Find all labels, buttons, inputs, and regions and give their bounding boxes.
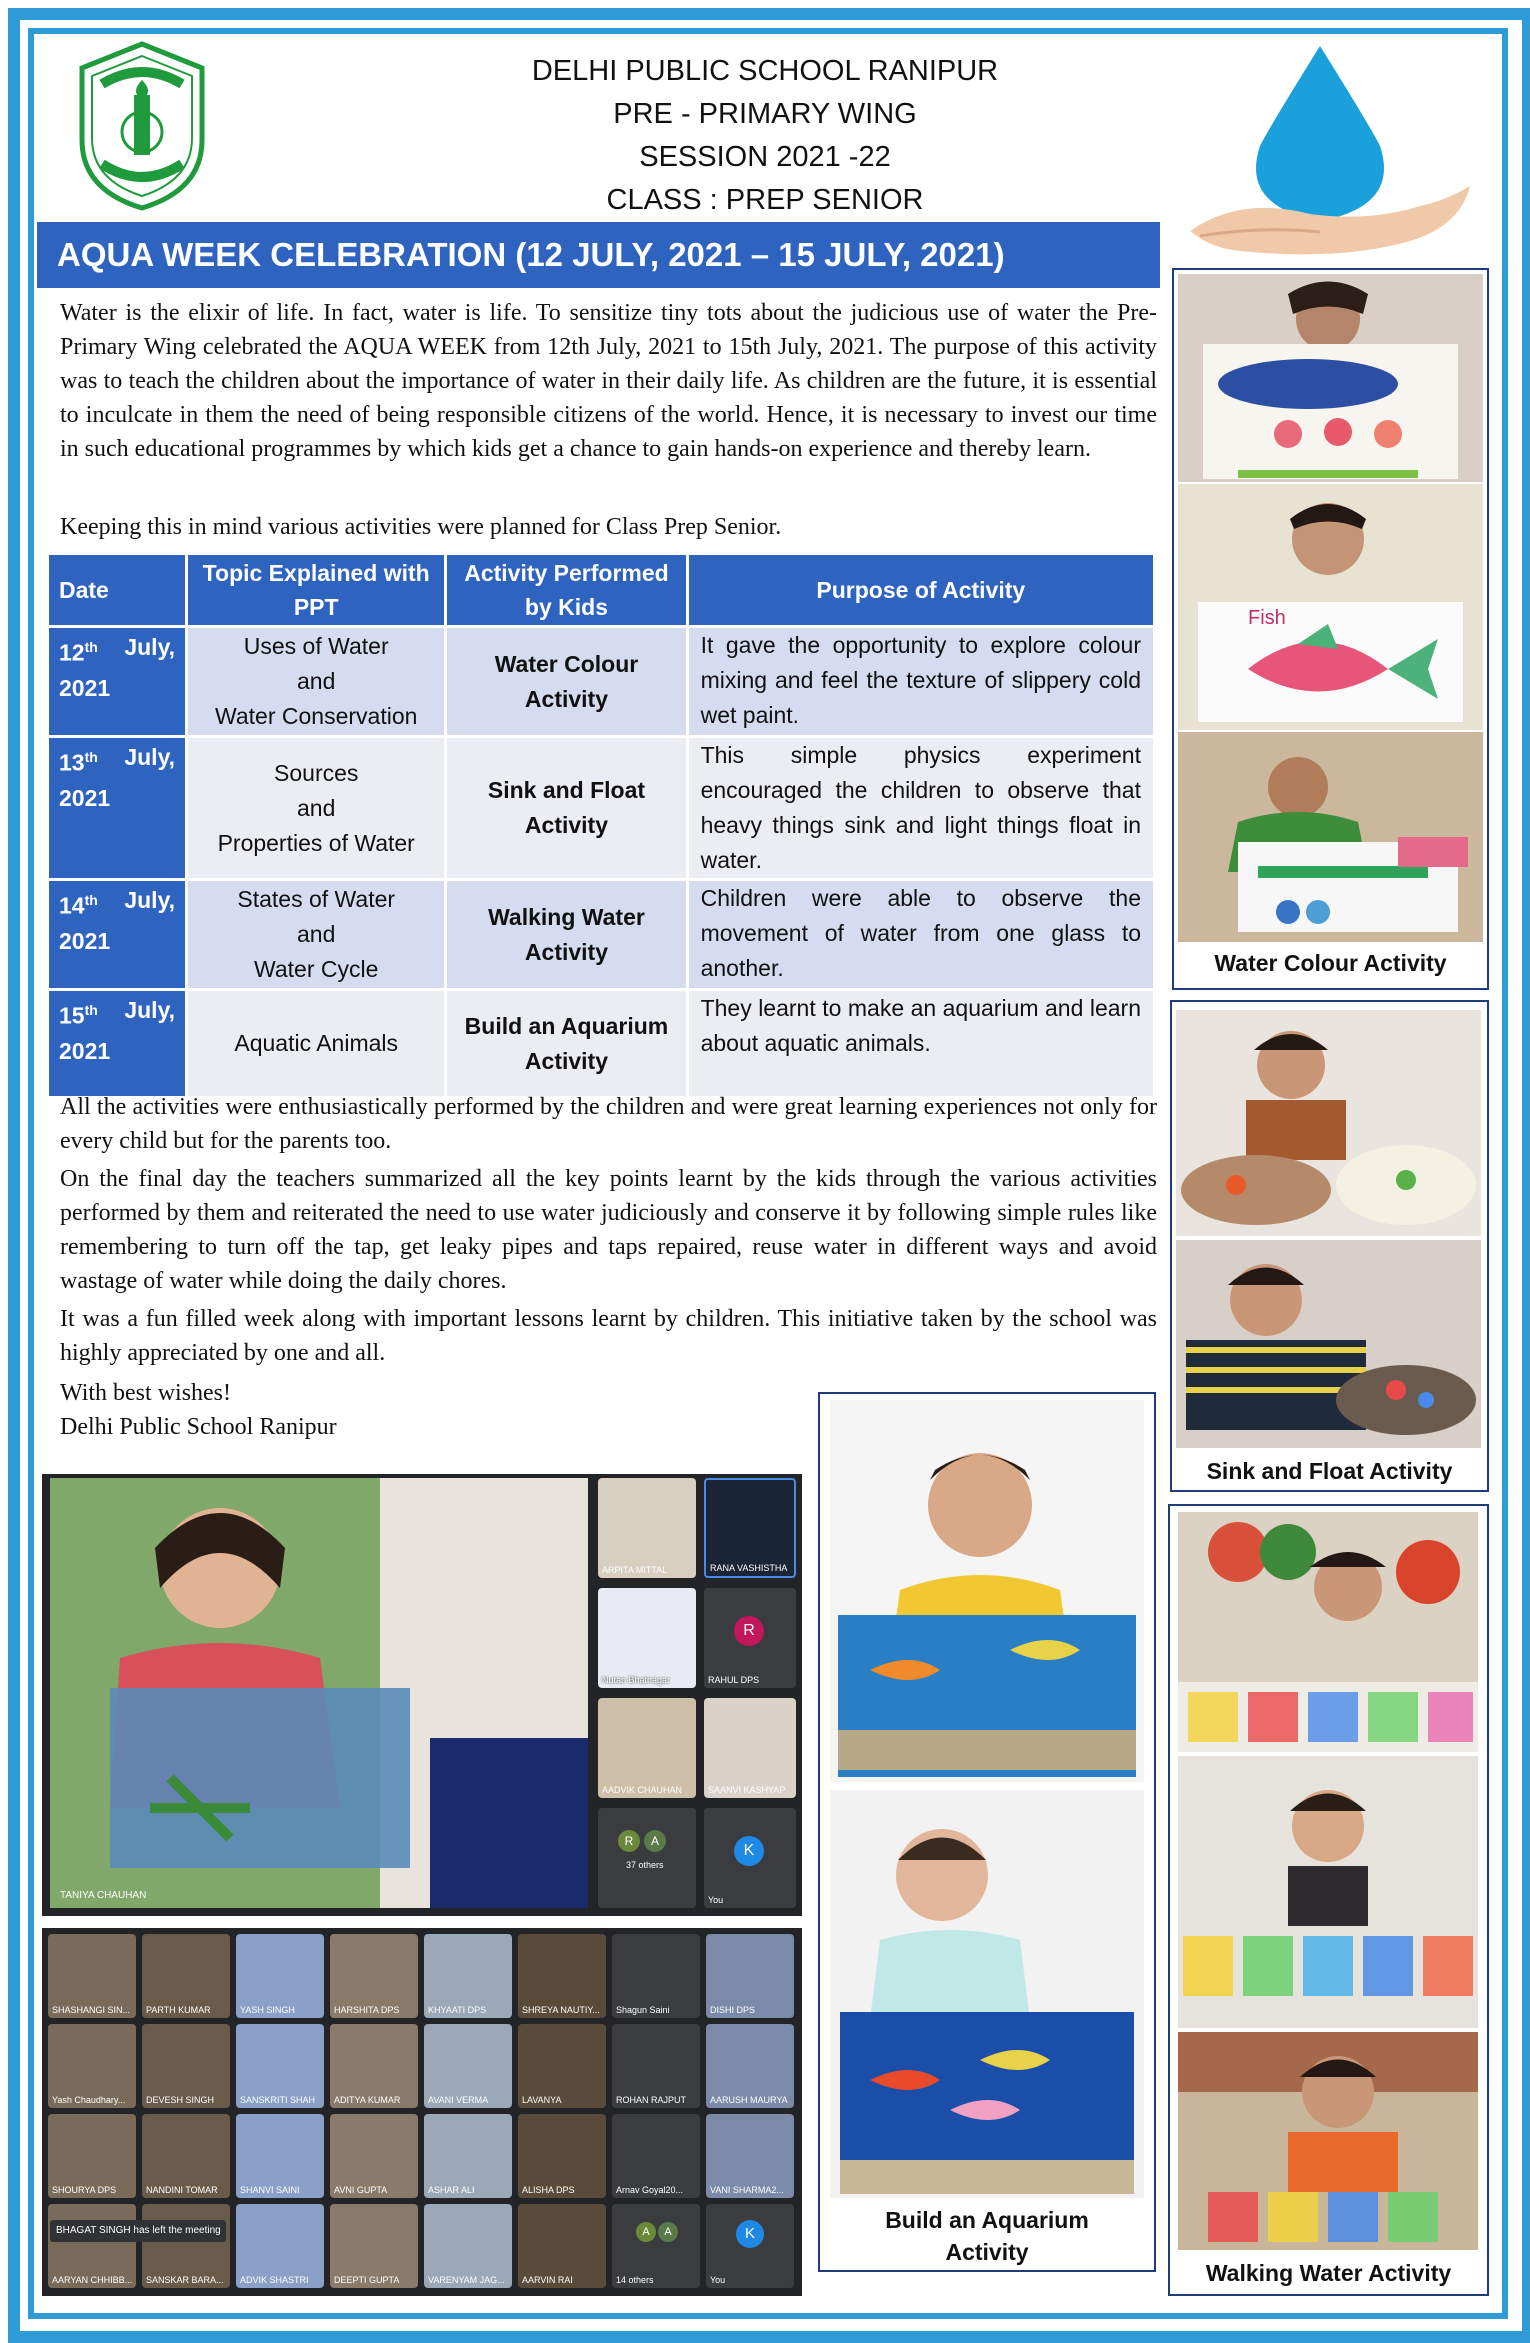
participant-tile [142, 2024, 230, 2108]
avatar: R [618, 1830, 640, 1852]
activity-cell: Sink and Float Activity [447, 738, 685, 878]
date-cell: 14th July, 2021 [49, 881, 185, 988]
participant-tile [424, 2204, 512, 2288]
topic-cell: States of Water and Water Cycle [188, 881, 444, 988]
avatar: A [636, 2222, 656, 2242]
participant-tile [48, 2204, 136, 2288]
water-colour-panel [1172, 268, 1489, 990]
participant-tile [236, 2204, 324, 2288]
left-meeting-notice: BHAGAT SINGH has left the meeting [50, 2220, 226, 2242]
walking-water-panel [1168, 1504, 1489, 2296]
participant-name: PARTH KUMAR [146, 2005, 211, 2015]
activity-cell: Build an Aquarium Activity [447, 991, 685, 1096]
date-cell: 15th July, 2021 [49, 991, 185, 1096]
participant-tile [518, 2204, 606, 2288]
activity-cell: Water Colour Activity [447, 628, 685, 735]
sink-float-caption: Sink and Float Activity [1206, 1458, 1453, 1484]
participant-name: LAVANYA [522, 2095, 562, 2105]
topic-cell: Uses of Water and Water Conservation [188, 628, 444, 735]
participant-name: AARUSH MAURYA [710, 2095, 788, 2105]
participant-name: ALISHA DPS [522, 2185, 575, 2195]
avatar: K [734, 1836, 764, 1866]
column-header: Purpose of Activity [689, 555, 1153, 625]
water-colour-photo-1 [1178, 274, 1483, 482]
school-name: DELHI PUBLIC SCHOOL RANIPUR [531, 55, 999, 87]
participant-name: ADVIK SHASTRI [240, 2275, 309, 2285]
aquarium-panel [818, 1392, 1156, 2272]
participant-tile [330, 2114, 418, 2198]
avatar: R [734, 1616, 764, 1646]
participant-name: Shagun Saini [616, 2005, 670, 2015]
sink-float-photo-1 [1176, 1010, 1481, 1236]
participant-name: NANDINI TOMAR [146, 2185, 218, 2195]
water-colour-photo-2 [1178, 484, 1483, 730]
participant-name: AVNI GUPTA [334, 2185, 388, 2195]
participant-tile [236, 2114, 324, 2198]
participant-name: DISHI DPS [710, 2005, 756, 2015]
walking-water-caption: Walking Water Activity [1205, 2260, 1452, 2286]
participant-tile [424, 1934, 512, 2018]
participant-tile [330, 2204, 418, 2288]
purpose-cell: This simple physics experiment encouraged the children to observe that heavy things sink and light things float in water. [689, 738, 1153, 878]
fish-drawing-label: Fish [1248, 607, 1286, 629]
participant-tile [236, 2024, 324, 2108]
aquarium-caption: Build an Aquarium Activity [885, 2207, 1089, 2265]
participant-tile: ARPITA MITTAL [598, 1478, 696, 1578]
participant-name: DEVESH SINGH [146, 2095, 215, 2105]
participant-tile [142, 2114, 230, 2198]
participant-name: VARENYAM JAG... [428, 2275, 505, 2285]
participant-name: AARYAN CHHIBB... [52, 2275, 133, 2285]
walking-water-photo-2 [1178, 1756, 1478, 2028]
participant-tile [518, 1934, 606, 2018]
participant-name: SHANVI SAINI [240, 2185, 300, 2195]
participant-name: SHOURYA DPS [52, 2185, 117, 2195]
school-logo [74, 40, 210, 212]
participant-tile [142, 1934, 230, 2018]
participant-tile: SAANVI KASHYAP [704, 1698, 796, 1798]
participant-tile [236, 1934, 324, 2018]
participant-tile [48, 1934, 136, 2018]
participant-tile [518, 2114, 606, 2198]
sink-float-panel [1170, 1000, 1489, 1492]
walking-water-photo-3 [1178, 2032, 1478, 2250]
sink-float-photo-2 [1176, 1240, 1481, 1448]
paragraph-final-day: On the final day the teachers summarized all the key points learnt by the kids through the various activities performed by them and reiterated the need to use water judiciously and conserve it by following simple rules like remembering to turn off the tap, get leaky pipes and taps repaired, reuse water in different ways and avoid wastage of water while doing the daily chores. [60, 1166, 1157, 1294]
participant-name: SHASHANGI SIN... [52, 2005, 131, 2015]
participant-name: AVANI VERMA [428, 2095, 489, 2105]
participant-name: Arnav Goyal20... [616, 2185, 684, 2195]
title-banner: AQUA WEEK CELEBRATION (12 JULY, 2021 – 15 JULY, 2021) [37, 222, 1160, 288]
participant-name: DEEPTI GUPTA [334, 2275, 400, 2285]
table-row [49, 991, 1153, 1096]
participant-tile [706, 1934, 794, 2018]
participant-tile [48, 2024, 136, 2108]
participant-name: SANSKAR BARA... [146, 2275, 224, 2285]
participant-name: ROHAN RAJPUT [616, 2095, 687, 2105]
participant-tile [612, 2114, 700, 2198]
purpose-cell: Children were able to observe the movement of water from one glass to another. [689, 881, 1153, 988]
table-row [49, 628, 1153, 735]
video-call-screenshot-1 [42, 1474, 802, 1916]
column-header: Activity Performed by Kids [447, 555, 685, 625]
participant-tile [424, 2024, 512, 2108]
participant-tile: R A 37 others [598, 1808, 696, 1908]
participant-name: 14 others [616, 2275, 654, 2285]
participant-tile: AADVIK CHAUHAN [598, 1698, 696, 1798]
participant-tile [424, 2114, 512, 2198]
aquarium-photo-1 [830, 1400, 1144, 1782]
participant-tile: Nutan Bhatnagar [598, 1588, 696, 1688]
participant-name: ADITYA KUMAR [334, 2095, 401, 2105]
participant-name: HARSHITA DPS [334, 2005, 400, 2015]
wing-name: PRE - PRIMARY WING [613, 98, 917, 130]
water-colour-caption: Water Colour Activity [1214, 950, 1447, 976]
water-colour-photo-3 [1178, 732, 1483, 942]
participant-tile: R RAHUL DPS [704, 1588, 796, 1688]
paragraph-fun-week: It was a fun filled week along with important lessons learnt by children. This initiative taken by the school was highly appreciated by one and all. [60, 1306, 1157, 1366]
intro-paragraph: Water is the elixir of life. In fact, water is life. To sensitize tiny tots about the judicious use of water the Pre-Primary Wing celebrated the AQUA WEEK from 12th July, 2021 to 15th July, 2021. The purpose of this activity was to teach the children about the importance of water in their daily life. As children are the future, it is essential to inculcate in them the need of being responsible citizens of the world. Hence, it is necessary to invest our time in such educational programmes by which kids get a chance to gain hands-on experience and thereby learn. [60, 300, 1157, 462]
participant-name: ASHAR ALI [428, 2185, 475, 2195]
keeping-in-mind-text: Keeping this in mind various activities were planned for Class Prep Senior. [60, 514, 782, 540]
activity-table [46, 552, 1156, 1099]
participant-tile [706, 2114, 794, 2198]
table-row [49, 738, 1153, 878]
participant-tile [612, 1934, 700, 2018]
participant-tile [330, 2024, 418, 2108]
participant-name: AARVIN RAI [522, 2275, 573, 2285]
topic-cell: Aquatic Animals [188, 991, 444, 1096]
avatar: K [736, 2220, 764, 2248]
participant-name: YASH SINGH [240, 2005, 295, 2015]
participant-name: KHYAATI DPS [428, 2005, 487, 2015]
avatar: A [644, 1830, 666, 1852]
column-header: Topic Explained with PPT [188, 555, 444, 625]
date-cell: 12th July, 2021 [49, 628, 185, 735]
purpose-cell: It gave the opportunity to explore colour mixing and feel the texture of slippery cold wet paint. [689, 628, 1153, 735]
paragraph-activities: All the activities were enthusiastically performed by the children and were great learning experiences not only for every child but for the parents too. [60, 1094, 1157, 1154]
closing-signature: Delhi Public School Ranipur [60, 1414, 337, 1440]
water-drop-hand-icon [1170, 36, 1490, 266]
participant-tile [142, 2204, 230, 2288]
participant-tile: K You [704, 1808, 796, 1908]
participant-tile [706, 2024, 794, 2108]
aquarium-photo-2 [830, 1790, 1144, 2198]
participant-name: SHREYA NAUTIY... [522, 2005, 600, 2015]
closing-wishes: With best wishes! [60, 1380, 232, 1406]
table-header-row [49, 555, 1153, 625]
main-video-tile [50, 1478, 588, 1908]
participant-name: You [710, 2275, 726, 2285]
participant-tile [612, 2024, 700, 2108]
video-call-screenshot-2 [42, 1928, 802, 2296]
topic-cell: Sources and Properties of Water [188, 738, 444, 878]
walking-water-photo-1 [1178, 1512, 1478, 1752]
participant-name: SANSKRITI SHAH [240, 2095, 316, 2105]
participant-name: VANI SHARMA2... [710, 2185, 784, 2195]
avatar: A [658, 2222, 678, 2242]
header-block [480, 50, 1050, 222]
table-row [49, 881, 1153, 988]
purpose-cell: They learnt to make an aquarium and learn about aquatic animals. [689, 991, 1153, 1096]
class-text: CLASS : PREP SENIOR [606, 184, 924, 216]
activity-cell: Walking Water Activity [447, 881, 685, 988]
participant-tile [612, 2204, 700, 2288]
participant-tile [518, 2024, 606, 2108]
participant-tile: RANA VASHISTHA [704, 1478, 796, 1578]
main-participant-name: TANIYA CHAUHAN [60, 1890, 147, 1901]
participant-name: Yash Chaudhary... [52, 2095, 126, 2105]
column-header: Date [49, 555, 185, 625]
participant-tile [706, 2204, 794, 2288]
participant-tile [330, 1934, 418, 2018]
session-text: SESSION 2021 -22 [639, 141, 891, 173]
participant-tile [48, 2114, 136, 2198]
date-cell: 13th July, 2021 [49, 738, 185, 878]
